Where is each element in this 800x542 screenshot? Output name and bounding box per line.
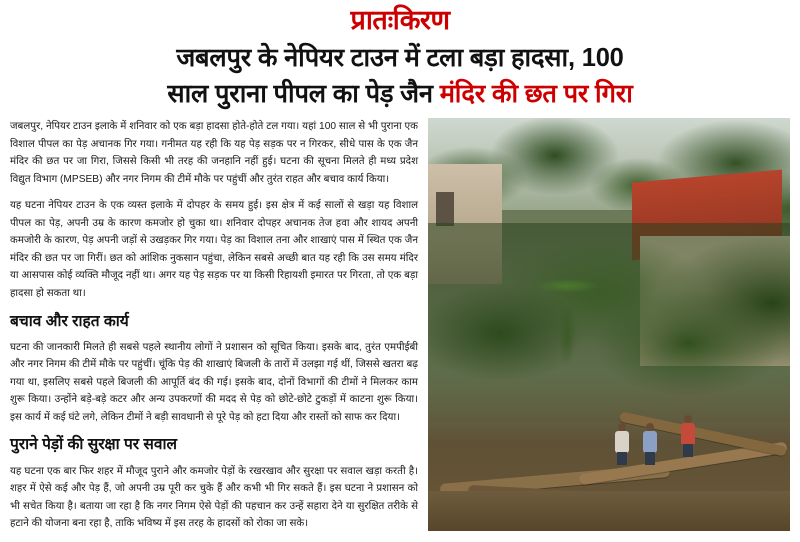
media-column <box>428 118 790 542</box>
article-lead-paragraph: जबलपुर, नेपियर टाउन इलाके में शनिवार को एक बड़ा हादसा होते-होते टल गया। यहां 100 साल से भी पुराना एक विशाल पीपल का पेड़ अचानक गिर गया। गनीमत यह रही कि यह पेड़ सड़क पर न गिरकर, सीधे पास के एक जैन मंदिर की छत पर जा गिरा, जिससे किसी भी तरह की जनहानि नहीं हुई। घटना की सूचना मिलते ही मध्य प्रदेश विद्युत विभाग (MPSEB) और नगर निगम की टीमें मौके पर पहुंचीं और तुरंत राहत और बचाव कार्य किया। <box>10 121 418 185</box>
section-heading-rescue: बचाव और राहत कार्य <box>10 312 129 330</box>
text-column <box>10 118 418 542</box>
headline-text-1: जबलपुर के नेपियर टाउन में टला बड़ा हादसा, 100 <box>176 43 624 72</box>
photo-person-body <box>615 431 629 453</box>
article-paragraph-4: यह घटना एक बार फिर शहर में मौजूद पुराने और कमजोर पेड़ों के रखरखाव और सुरक्षा पर सवाल खड़ा करती है। शहर में ऐसे कई और पेड़ हैं, जो अपनी उम्र पूरी कर चुके हैं और कभी भी गिर सकते हैं। इस घटना ने प्रशासन को भी सचेत किया है। बताया जा रहा है कि नगर निगम ऐसे पेड़ों की पहचान कर उन्हें सहारा देने या सुरक्षित तरीके से हटाने की योजना बना रहा है, ताकि भविष्य में इस तरह के हादसों को रोका जा सके। <box>10 465 418 530</box>
headline-line-1 <box>12 40 788 76</box>
photo-person-legs <box>645 452 655 465</box>
headline-accent-text: मंदिर की छत पर गिरा <box>439 79 633 108</box>
article-photo <box>428 118 790 531</box>
section-heading-safety: पुराने पेड़ों की सुरक्षा पर सवाल <box>10 436 178 454</box>
masthead <box>0 0 800 38</box>
photo-person-head <box>684 415 692 423</box>
photo-ground <box>428 491 790 531</box>
page-title <box>0 38 800 118</box>
photo-person-body <box>643 431 657 453</box>
photo-person-body <box>681 423 695 445</box>
article-paragraph-2: यह घटना नेपियर टाउन के एक व्यस्त इलाके में दोपहर के समय हुई। इस क्षेत्र में कई सालों से खड़ा यह विशाल पीपल का पेड़, अपनी उम्र के कारण कमजोर हो चुका था। शनिवार दोपहर अचानक तेज हवा और शायद अपनी कमजोरी के कारण, पेड़ अपनी जड़ों से उखड़कर गिर गया। पेड़ का विशाल तना और शाखाएं पास में स्थित एक जैन मंदिर की छत पर जा गिरीं। छत को आंशिक नुकसान पहुंचा, लेकिन सबसे अच्छी बात यह रही कि उस समय मंदिर या आसपास कोई व्यक्ति मौजूद नहीं था। अगर यह पेड़ सड़क पर या किसी रिहायशी इमारत पर गिरता, तो एक बड़ा हादसा हो सकता था। <box>10 200 418 300</box>
article-paragraph-3: घटना की जानकारी मिलते ही सबसे पहले स्थानीय लोगों ने प्रशासन को सूचित किया। इसके बाद, तुरंत एमपीईबी और नगर निगम की टीमें मौके पर पहुंचीं। चूंकि पेड़ की शाखाएं बिजली के तारों में उलझा गई थीं, जिससे खतरा बढ़ गया था, इसलिए सबसे पहले बिजली की आपूर्ति बंद की गई। इसके बाद, दोनों विभागों की टीमों ने मिलकर काम शुरू किया। उन्होंने बड़े-बड़े कटर और अन्य उपकरणों की मदद से पेड़ को छोटे-छोटे टुकड़ों में काटना शुरू किया। इस कार्य में कई घंटे लगे, लेकिन टीमों ने बड़ी सावधानी से पूरे पेड़ को हटा दिया और रास्तों को साफ कर दिया। <box>10 341 418 423</box>
photo-person-head <box>646 423 654 431</box>
photo-person-head <box>618 423 626 431</box>
headline-text-2: साल पुराना पीपल का पेड़ जैन <box>167 79 440 108</box>
article-body <box>0 118 800 542</box>
photo-person <box>680 415 696 457</box>
publication-title: प्रातःकिरण <box>350 5 450 35</box>
photo-palm-tree <box>524 266 610 376</box>
photo-person-legs <box>617 452 627 465</box>
photo-person <box>614 423 630 465</box>
headline-line-2 <box>12 76 788 112</box>
photo-person <box>642 423 658 465</box>
photo-person-legs <box>683 444 693 457</box>
